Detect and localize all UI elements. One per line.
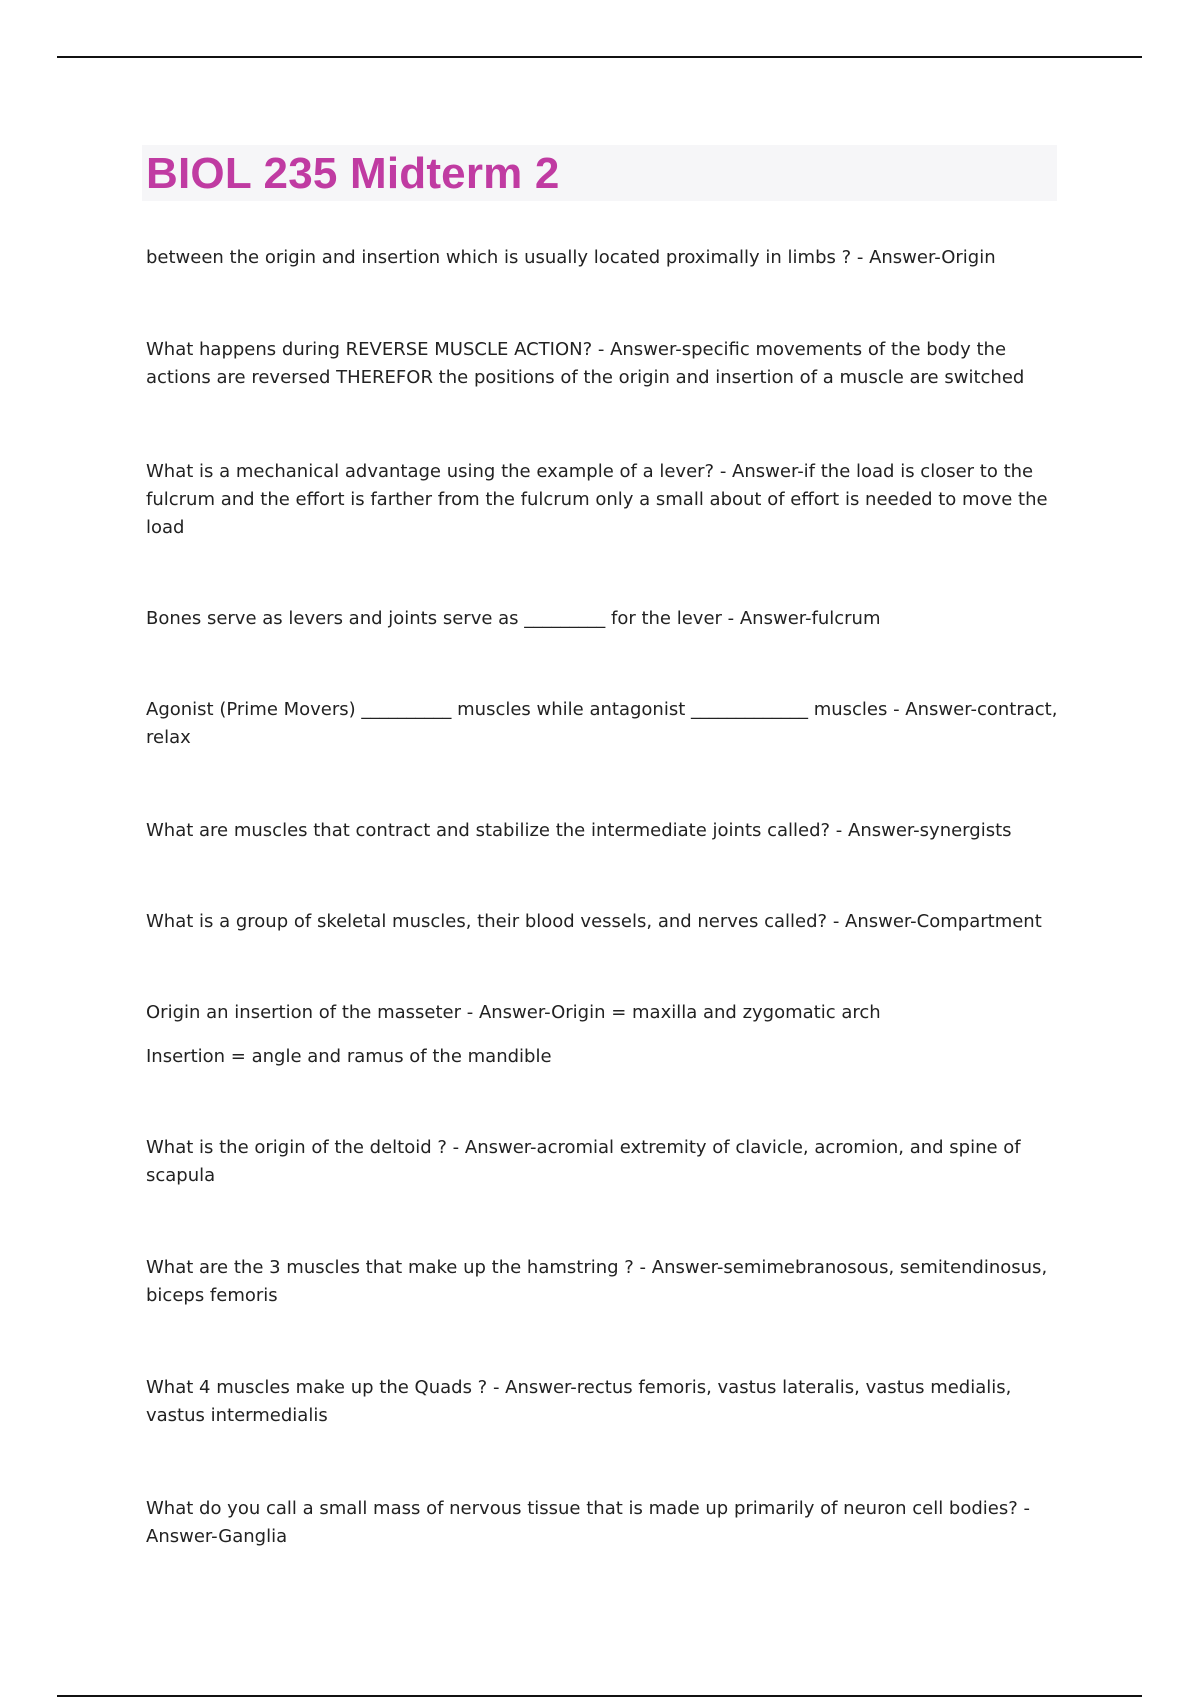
qa-item	[146, 696, 1066, 752]
qa-text: Insertion = angle and ramus of the mandible	[146, 1046, 552, 1067]
qa-text: What is a group of skeletal muscles, their blood vessels, and nerves called? - Answer-Compartment	[146, 911, 1042, 932]
qa-text: What are muscles that contract and stabilize the intermediate joints called? - Answer-synergists	[146, 820, 1012, 841]
qa-text: What 4 muscles make up the Quads ? - Answer-rectus femoris, vastus lateralis, vastus medialis, vastus intermedialis	[146, 1377, 1012, 1426]
qa-item	[146, 458, 1066, 542]
qa-text: What are the 3 muscles that make up the hamstring ? - Answer-semimebranosous, semitendinosus, biceps femoris	[146, 1257, 1048, 1306]
qa-text: What do you call a small mass of nervous tissue that is made up primarily of neuron cell bodies? - Answer-Ganglia	[146, 1498, 1031, 1547]
qa-text: Bones serve as levers and joints serve as _________ for the lever - Answer-fulcrum	[146, 608, 881, 629]
qa-text: What is the origin of the deltoid ? - Answer-acromial extremity of clavicle, acromion, and spine of scapula	[146, 1137, 1021, 1186]
page-title: BIOL 235 Midterm 2	[146, 149, 560, 198]
qa-item	[146, 817, 1066, 845]
qa-item	[146, 1254, 1066, 1310]
qa-item	[146, 244, 1066, 272]
qa-item	[146, 1374, 1066, 1430]
qa-item	[146, 1495, 1066, 1551]
qa-item	[146, 1134, 1066, 1190]
qa-item	[146, 999, 1066, 1071]
qa-text: What happens during REVERSE MUSCLE ACTION? - Answer-specific movements of the body the actions are reversed THEREFOR the positions of the origin and insertion of a muscle are switched	[146, 339, 1025, 388]
footer-rule	[57, 1695, 1142, 1697]
header-rule	[57, 56, 1142, 58]
qa-text: Agonist (Prime Movers) __________ muscles while antagonist _____________ muscles - Answer-contract, relax	[146, 699, 1058, 748]
qa-text: Origin an insertion of the masseter - Answer-Origin = maxilla and zygomatic arch	[146, 1002, 881, 1023]
qa-item	[146, 605, 1066, 633]
qa-item	[146, 908, 1066, 936]
qa-text: What is a mechanical advantage using the example of a lever? - Answer-if the load is closer to the fulcrum and the effort is farther from the fulcrum only a small about of effort is needed to move the load	[146, 461, 1048, 538]
qa-text: between the origin and insertion which is usually located proximally in limbs ? - Answer-Origin	[146, 247, 996, 268]
qa-item	[146, 336, 1066, 392]
